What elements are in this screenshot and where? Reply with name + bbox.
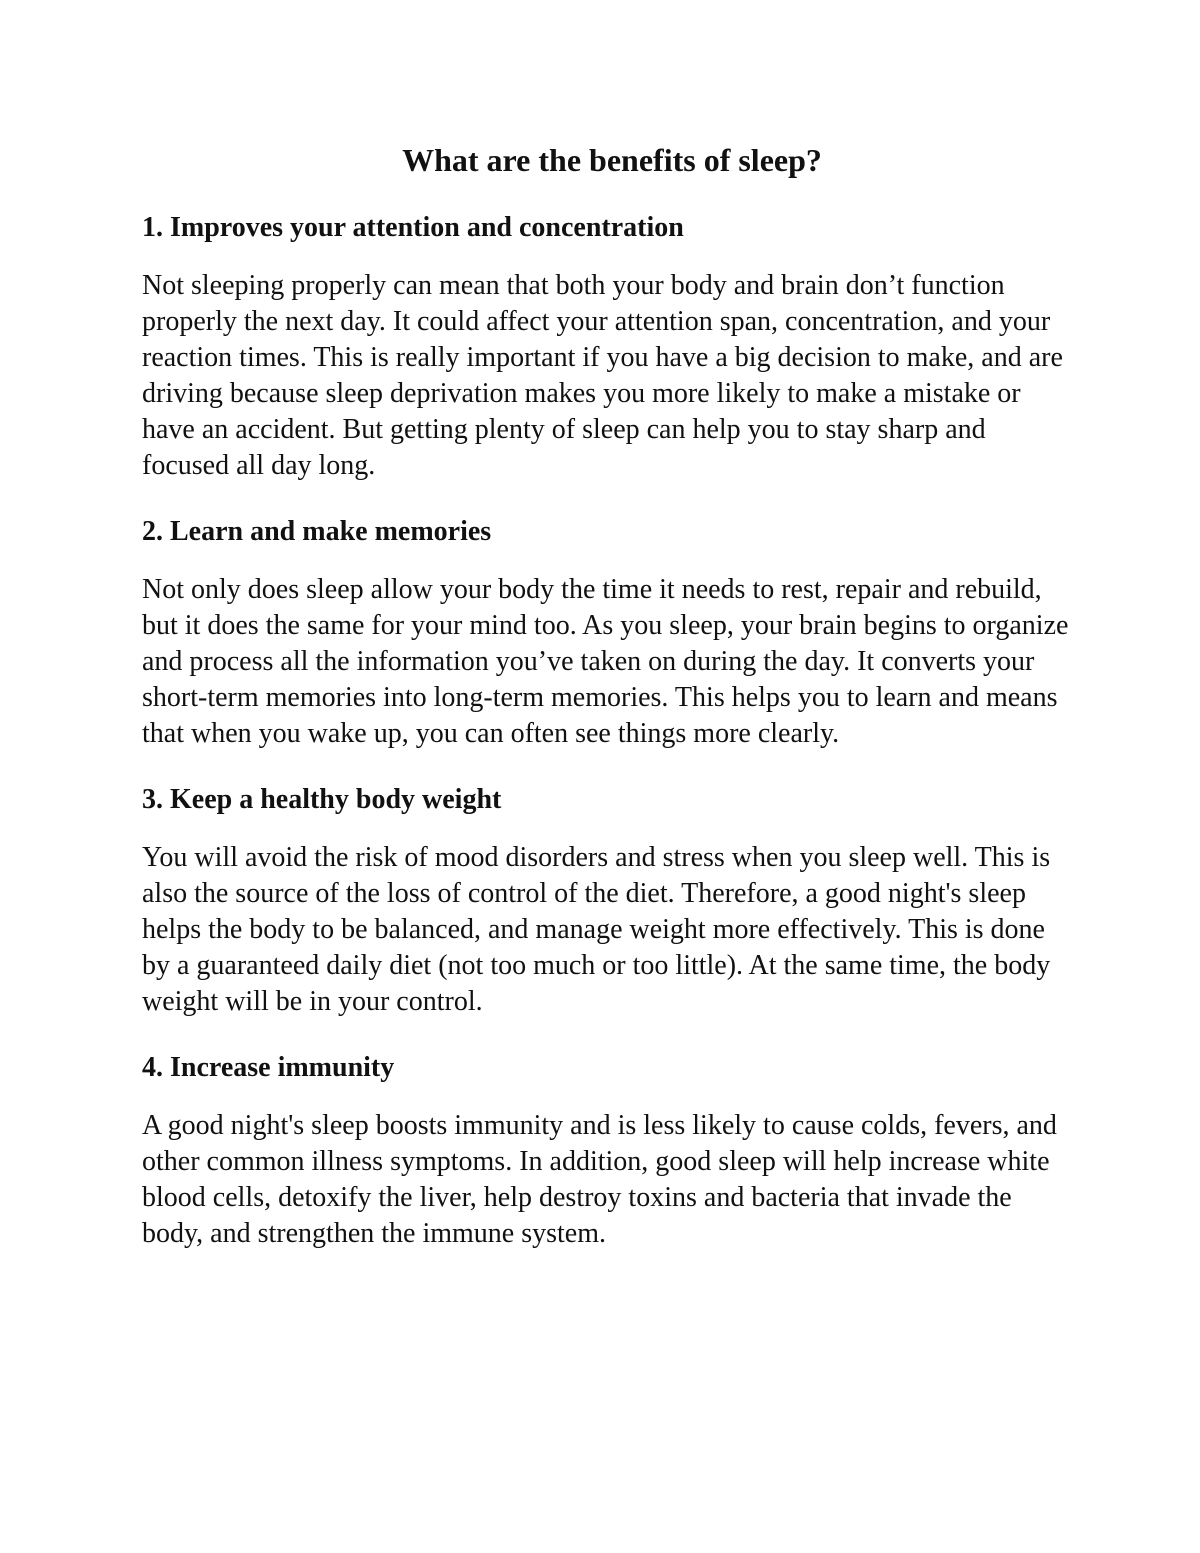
document-content: [142, 140, 1072, 1252]
section-heading-attention: 1. Improves your attention and concentration: [142, 212, 684, 243]
section-body-body-weight: You will avoid the risk of mood disorders and stress when you sleep well. This is also the source of the loss of control of the diet. Therefore, a good night's sleep helps the body to be balanced, and manage weight more effectively. This is done by a guaranteed daily diet (not too much or too little). At the same time, the body weight will be in your control.: [142, 842, 1051, 1017]
section-heading-body-weight: 3. Keep a healthy body weight: [142, 784, 502, 815]
section-heading-immunity: 4. Increase immunity: [142, 1052, 395, 1083]
page-title: What are the benefits of sleep?: [402, 142, 822, 178]
section-body-memories: Not only does sleep allow your body the time it needs to rest, repair and rebuild, but it does the same for your mind too. As you sleep, your brain begins to organize and process all the information you’ve taken on during the day. It converts your short-term memories into long-term memories. This helps you to learn and means that when you wake up, you can often see things more clearly.: [142, 574, 1069, 749]
section-body-immunity: A good night's sleep boosts immunity and is less likely to cause colds, fevers, and other common illness symptoms. In addition, good sleep will help increase white blood cells, detoxify the liver, help destroy toxins and bacteria that invade the body, and strengthen the immune system.: [142, 1110, 1057, 1249]
section-body-attention: Not sleeping properly can mean that both your body and brain don’t function properly the next day. It could affect your attention span, concentration, and your reaction times. This is really important if you have a big decision to make, and are driving because sleep deprivation makes you more likely to make a mistake or have an accident. But getting plenty of sleep can help you to stay sharp and focused all day long.: [142, 270, 1063, 481]
section-heading-memories: 2. Learn and make memories: [142, 516, 492, 547]
